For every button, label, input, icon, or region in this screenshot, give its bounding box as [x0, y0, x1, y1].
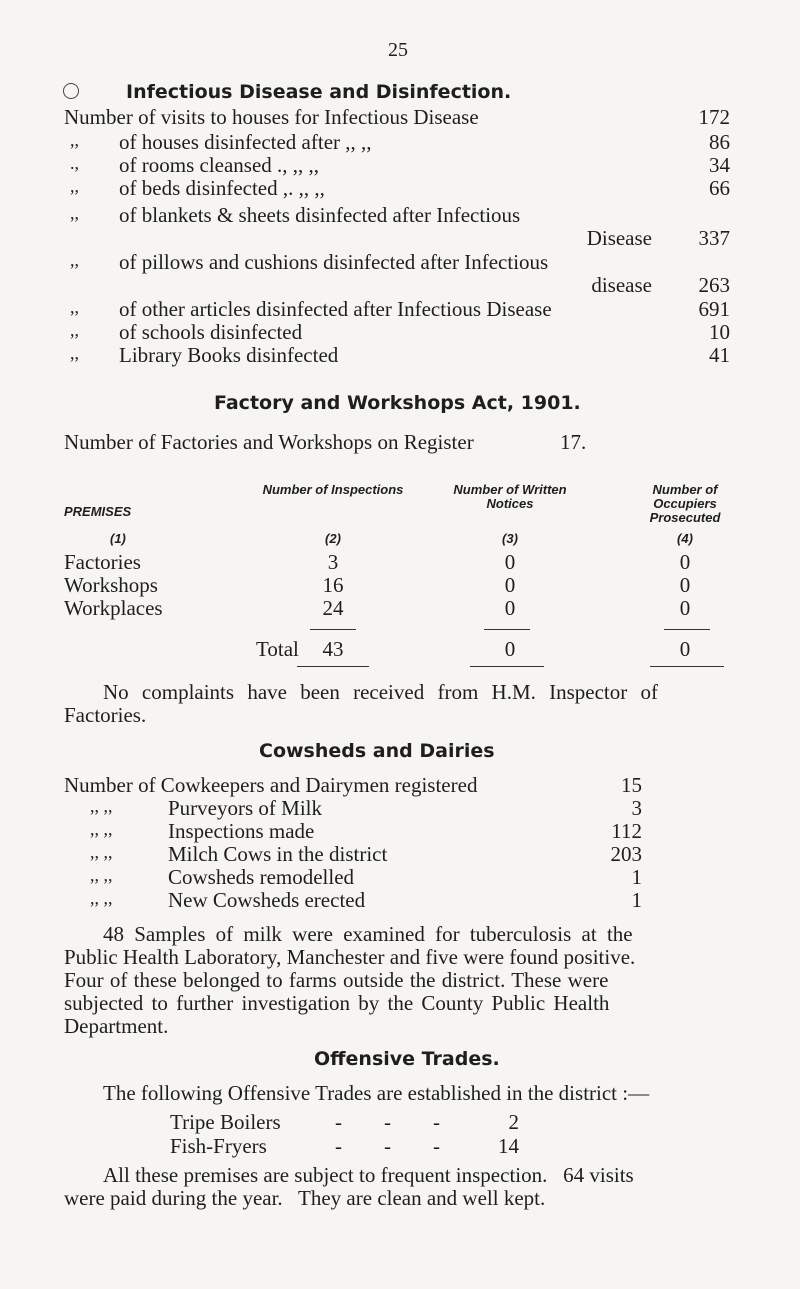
column-header-prosecuted: Number of Occupiers Prosecuted — [649, 482, 721, 525]
paragraph-line: Public Health Laboratory, Manchester and five were found positive. — [64, 945, 636, 969]
infectious-row-label: of schools disinfected — [119, 320, 303, 344]
infectious-row-label: of beds disinfected ,. ,, ,, — [119, 176, 325, 200]
ditto-mark: ,, — [70, 130, 79, 150]
column-header-notices: Number of Written Notices — [453, 482, 567, 511]
offensive-trades-title: Offensive Trades. — [314, 1048, 500, 1070]
ditto-mark: ,, — [70, 297, 79, 317]
infectious-row-value: 172 — [698, 105, 730, 129]
punch-hole-mark — [63, 83, 79, 99]
register-value: 17. — [560, 430, 587, 454]
cowshed-row-label: Inspections made — [168, 819, 315, 843]
cowsheds-section-title: Cowsheds and Dairies — [259, 740, 495, 762]
table-cell-notices: 0 — [504, 550, 516, 574]
infectious-row-value: 41 — [709, 343, 730, 367]
closing-text-cont: were paid during the year. They are clean and well kept. — [64, 1186, 546, 1210]
infectious-row-value: 337 — [698, 226, 730, 250]
infectious-row-label: of rooms cleansed ., ,, ,, — [119, 153, 320, 177]
ditto-mark: ,, — [70, 203, 79, 223]
infectious-disease-title: Infectious Disease and Disinfection. — [126, 81, 512, 103]
register-line: Number of Factories and Workshops on Register — [64, 430, 474, 454]
total-inspections: 43 — [322, 637, 344, 661]
infectious-row-value: 691 — [698, 297, 730, 321]
offensive-intro: The following Offensive Trades are established in the district :— — [103, 1081, 650, 1105]
paragraph-line: 48 Samples of milk were examined for tuberculosis at the — [103, 922, 633, 946]
table-row-name: Factories — [64, 550, 141, 574]
ditto-mark: ,, — [70, 250, 79, 270]
cowshed-row-value: 112 — [611, 819, 642, 843]
ditto-mark: ,, — [70, 343, 79, 363]
ditto-mark: ,, — [70, 320, 79, 340]
column-number: (1) — [110, 531, 126, 546]
trade-dashes: - - - — [335, 1110, 440, 1134]
total-notices: 0 — [504, 637, 516, 661]
table-row-name: Workplaces — [64, 596, 163, 620]
infectious-row-label-cont: disease — [591, 273, 652, 297]
total-rule-bottom — [470, 666, 544, 667]
cowshed-row-value: 1 — [631, 888, 642, 912]
cowshed-row-label: New Cowsheds erected — [168, 888, 366, 912]
table-row-name: Workshops — [64, 573, 158, 597]
column-number: (2) — [325, 531, 341, 546]
table-cell-notices: 0 — [504, 573, 516, 597]
cowshed-row-value: 203 — [610, 842, 642, 866]
column-number: (4) — [677, 531, 693, 546]
paragraph-line: Department. — [64, 1014, 169, 1038]
ditto-mark: ,, ,, — [90, 865, 113, 885]
infectious-row-label: Library Books disinfected — [119, 343, 339, 367]
infectious-row-value: 34 — [709, 153, 730, 177]
table-cell-inspections: 16 — [322, 573, 344, 597]
total-rule-top — [484, 629, 530, 630]
total-rule-bottom — [297, 666, 369, 667]
infectious-row-value: 66 — [709, 176, 730, 200]
cowshed-row-value: 1 — [631, 865, 642, 889]
total-label: Total — [256, 637, 299, 661]
trade-value: 2 — [508, 1110, 519, 1134]
trade-name: Fish-Fryers — [170, 1134, 267, 1158]
cowshed-row-value: 3 — [631, 796, 642, 820]
ditto-mark: ., — [70, 153, 79, 173]
page-number: 25 — [388, 39, 408, 61]
cowshed-row-label: Purveyors of Milk — [168, 796, 322, 820]
infectious-row-label: Number of visits to houses for Infectious Disease — [64, 105, 479, 129]
column-header-premises: PREMISES — [64, 504, 132, 519]
total-rule-top — [310, 629, 356, 630]
infectious-row-label: of pillows and cushions disinfected after Infectious — [119, 250, 549, 274]
factory-section-title: Factory and Workshops Act, 1901. — [214, 392, 581, 414]
table-cell-prosecuted: 0 — [679, 596, 691, 620]
infectious-row-value: 10 — [709, 320, 730, 344]
ditto-mark: ,, ,, — [90, 819, 113, 839]
infectious-row-label: of blankets & sheets disinfected after Infectious — [119, 203, 521, 227]
paragraph-line: subjected to further investigation by the County Public Health — [64, 991, 610, 1015]
ditto-mark: ,, ,, — [90, 842, 113, 862]
table-cell-prosecuted: 0 — [679, 550, 691, 574]
table-cell-inspections: 3 — [327, 550, 339, 574]
column-number: (3) — [502, 531, 518, 546]
trade-name: Tripe Boilers — [170, 1110, 281, 1134]
infectious-row-label: of other articles disinfected after Infectious Disease — [119, 297, 552, 321]
ditto-mark: ,, — [70, 176, 79, 196]
infectious-row-label-cont: Disease — [586, 226, 652, 250]
closing-text: All these premises are subject to frequent inspection. 64 visits — [103, 1163, 634, 1187]
cowshed-row-label: Milch Cows in the district — [168, 842, 388, 866]
paragraph-line: Four of these belonged to farms outside the district. These were — [64, 968, 609, 992]
trade-dashes: - - - — [335, 1134, 440, 1158]
complaints-text-cont: Factories. — [64, 703, 147, 727]
table-cell-inspections: 24 — [322, 596, 344, 620]
complaints-text: No complaints have been received from H.M. Inspector of — [103, 680, 658, 704]
column-header-inspections: Number of Inspections — [262, 482, 404, 497]
infectious-row-label: of houses disinfected after ,, ,, — [119, 130, 372, 154]
table-cell-prosecuted: 0 — [679, 573, 691, 597]
total-rule-bottom — [650, 666, 724, 667]
total-prosecuted: 0 — [679, 637, 691, 661]
total-rule-top — [664, 629, 710, 630]
trade-value: 14 — [498, 1134, 519, 1158]
infectious-row-value: 263 — [698, 273, 730, 297]
cowshed-row-label: Cowsheds remodelled — [168, 865, 355, 889]
infectious-row-value: 86 — [709, 130, 730, 154]
cowshed-row-label: Number of Cowkeepers and Dairymen registered — [64, 773, 478, 797]
cowshed-row-value: 15 — [621, 773, 642, 797]
ditto-mark: ,, ,, — [90, 888, 113, 908]
ditto-mark: ,, ,, — [90, 796, 113, 816]
table-cell-notices: 0 — [504, 596, 516, 620]
